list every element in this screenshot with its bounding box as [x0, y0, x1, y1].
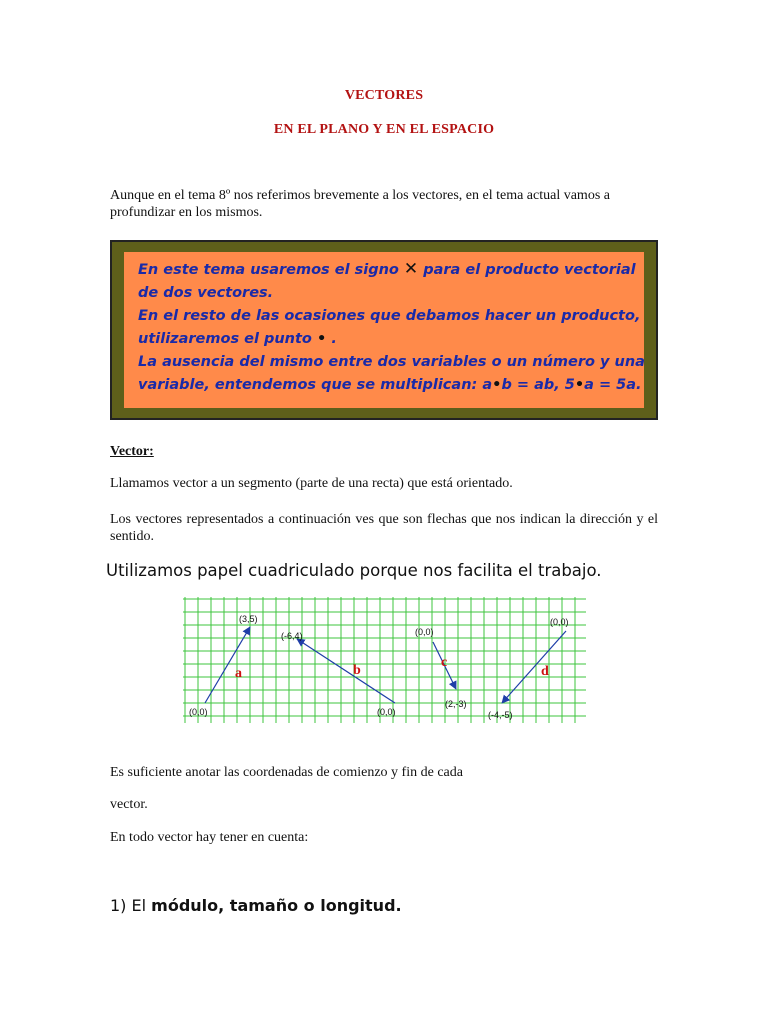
vector-definition: Llamamos vector a un segmento (parte de una recta) que está orientado.	[110, 476, 513, 491]
vector-name-label-a: a	[235, 666, 242, 681]
page-title: VECTORES	[344, 88, 424, 103]
notice-line-6: variable, entendemos que se multiplican: a•b = ab, 5•a = 5a.	[138, 377, 642, 393]
notice-line-5: La ausencia del mismo entre dos variables o un número y una	[138, 354, 645, 370]
vector-grid-figure	[183, 597, 586, 723]
vector-start-label-c: (0,0)	[415, 627, 434, 637]
vector-representation: Los vectores representados a continuación ves que son flechas que nos indican la dirección y el sentido.	[110, 512, 658, 544]
notice-line-2: de dos vectores.	[138, 285, 274, 301]
vector-name-label-b: b	[353, 663, 361, 678]
notice-box	[110, 240, 658, 420]
vector-end-label-d: (-4,-5)	[488, 710, 513, 720]
vector-end-label-c: (2,-3)	[445, 699, 467, 709]
grid-caption: Utilizamos papel cuadriculado porque nos facilita el trabajo.	[106, 561, 602, 580]
notice-line-4: utilizaremos el punto • .	[138, 331, 337, 347]
vector-name-label-d: d	[541, 664, 549, 679]
page-subtitle: EN EL PLANO Y EN EL ESPACIO	[273, 122, 495, 137]
notice-content	[124, 252, 644, 408]
notice-line-1: En este tema usaremos el signo ✕ para el producto vectorial	[138, 259, 636, 279]
item-1	[110, 896, 402, 915]
vector-grid	[183, 597, 586, 723]
note-line-2: vector.	[110, 797, 148, 812]
vector-start-label-b: (0,0)	[377, 707, 396, 717]
consider-line: En todo vector hay tener en cuenta:	[110, 830, 309, 845]
vector-end-label-b: (-6,4)	[281, 631, 303, 641]
item-1-prefix: 1) El	[110, 896, 147, 915]
vector-name-label-c: c	[441, 655, 448, 670]
note-line-1: Es suficiente anotar las coordenadas de comienzo y fin de cada	[110, 765, 463, 780]
times-sign-icon: ✕	[403, 259, 419, 279]
vector-heading: Vector:	[110, 444, 154, 459]
vector-start-label-a: (0,0)	[189, 707, 208, 717]
dot-sign-icon: •	[316, 331, 327, 347]
vector-start-label-d: (0,0)	[550, 617, 569, 627]
item-1-bold: módulo, tamaño o longitud.	[151, 896, 402, 915]
intro-paragraph: Aunque en el tema 8º nos referimos brevemente a los vectores, en el tema actual vamos a profundizar en los mismos.	[110, 188, 610, 220]
notice-line-3: En el resto de las ocasiones que debamos hacer un producto,	[138, 308, 641, 324]
vector-end-label-a: (3,5)	[239, 614, 258, 624]
